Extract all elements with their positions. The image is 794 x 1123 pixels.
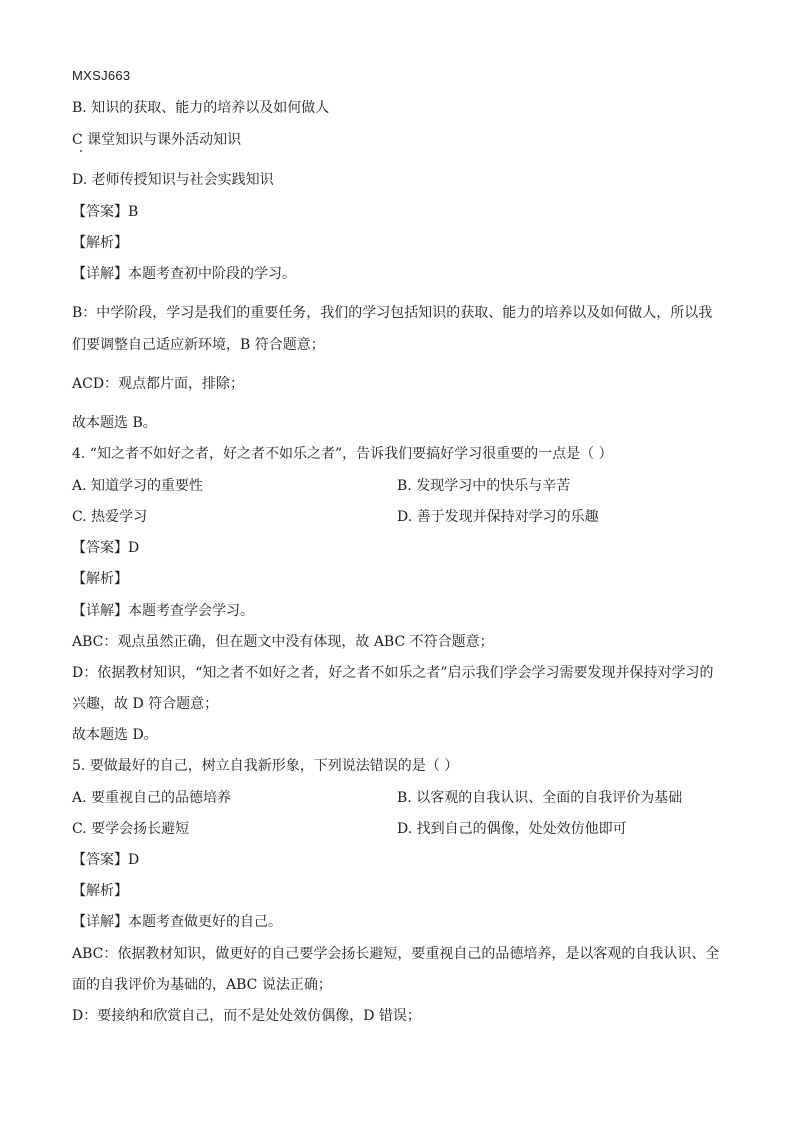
q4-explain-abc: ABC：观点虽然正确，但在题文中没有体现，故 ABC 不符合题意； (72, 634, 494, 650)
q5-option-d: D. 找到自己的偶像，处处效仿他即可 (397, 821, 627, 837)
q3-option-c: C 课堂知识与课外活动知识 (72, 132, 242, 148)
q4-option-c: C. 热爱学习 (72, 509, 148, 525)
q4-conclusion: 故本题选 D。 (72, 727, 158, 743)
q4-stem: 4. “知之者不如好之者，好之者不如乐之者”，告诉我们要搞好学习很重要的一点是（ ） (72, 446, 613, 462)
q4-option-d: D. 善于发现并保持对学习的乐趣 (397, 509, 599, 525)
q3-option-d: D. 老师传授知识与社会实践知识 (72, 172, 274, 188)
q5-explain-abc-line1: ABC：依据教材知识，做更好的自己要学会扬长避短，要重视自己的品德培养，是以客观的自我认识、全 (72, 946, 720, 962)
q4-option-b: B. 发现学习中的快乐与辛苦 (397, 478, 571, 494)
q4-detail: 【详解】本题考查学会学习。 (72, 603, 254, 619)
stray-mark (80, 150, 82, 152)
q4-option-a: A. 知道学习的重要性 (72, 478, 204, 494)
q5-stem: 5. 要做最好的自己，树立自我新形象，下列说法错误的是（ ） (72, 758, 459, 774)
q4-analysis-heading: 【解析】 (72, 571, 128, 587)
q3-option-b: B. 知识的获取、能力的培养以及如何做人 (72, 100, 330, 116)
q3-explain-acd: ACD：观点都片面，排除； (72, 376, 245, 392)
q5-explain-abc-line2: 面的自我评价为基础的，ABC 说法正确； (72, 977, 332, 993)
q3-analysis-heading: 【解析】 (72, 235, 128, 251)
q5-option-c: C. 要学会扬长避短 (72, 821, 190, 837)
q3-explain-b-line1: B：中学阶段，学习是我们的重要任务，我们的学习包括知识的获取、能力的培养以及如何做人，所以我 (72, 305, 713, 321)
q3-conclusion: 故本题选 B。 (72, 415, 157, 431)
q3-answer: 【答案】B (72, 204, 139, 220)
q4-explain-d-line2: 兴趣，故 D 符合题意； (72, 696, 219, 712)
q4-explain-d-line1: D：依据教材知识，“知之者不如好之者，好之者不如乐之者”启示我们学会学习需要发现并保持对学习的 (72, 665, 714, 681)
document-code: MXSJ663 (72, 68, 131, 83)
q5-analysis-heading: 【解析】 (72, 883, 128, 899)
q5-explain-d: D：要接纳和欣赏自己，而不是处处效仿偶像，D 错误； (72, 1008, 421, 1024)
q5-answer: 【答案】D (72, 852, 140, 868)
q5-option-b: B. 以客观的自我认识、全面的自我评价为基础 (397, 790, 683, 806)
q5-detail: 【详解】本题考查做更好的自己。 (72, 914, 282, 930)
q3-detail: 【详解】本题考查初中阶段的学习。 (72, 266, 296, 282)
q4-answer: 【答案】D (72, 540, 140, 556)
q3-explain-b-line2: 们要调整自己适应新环境，B 符合题意； (72, 337, 325, 353)
q5-option-a: A. 要重视自己的品德培养 (72, 790, 232, 806)
